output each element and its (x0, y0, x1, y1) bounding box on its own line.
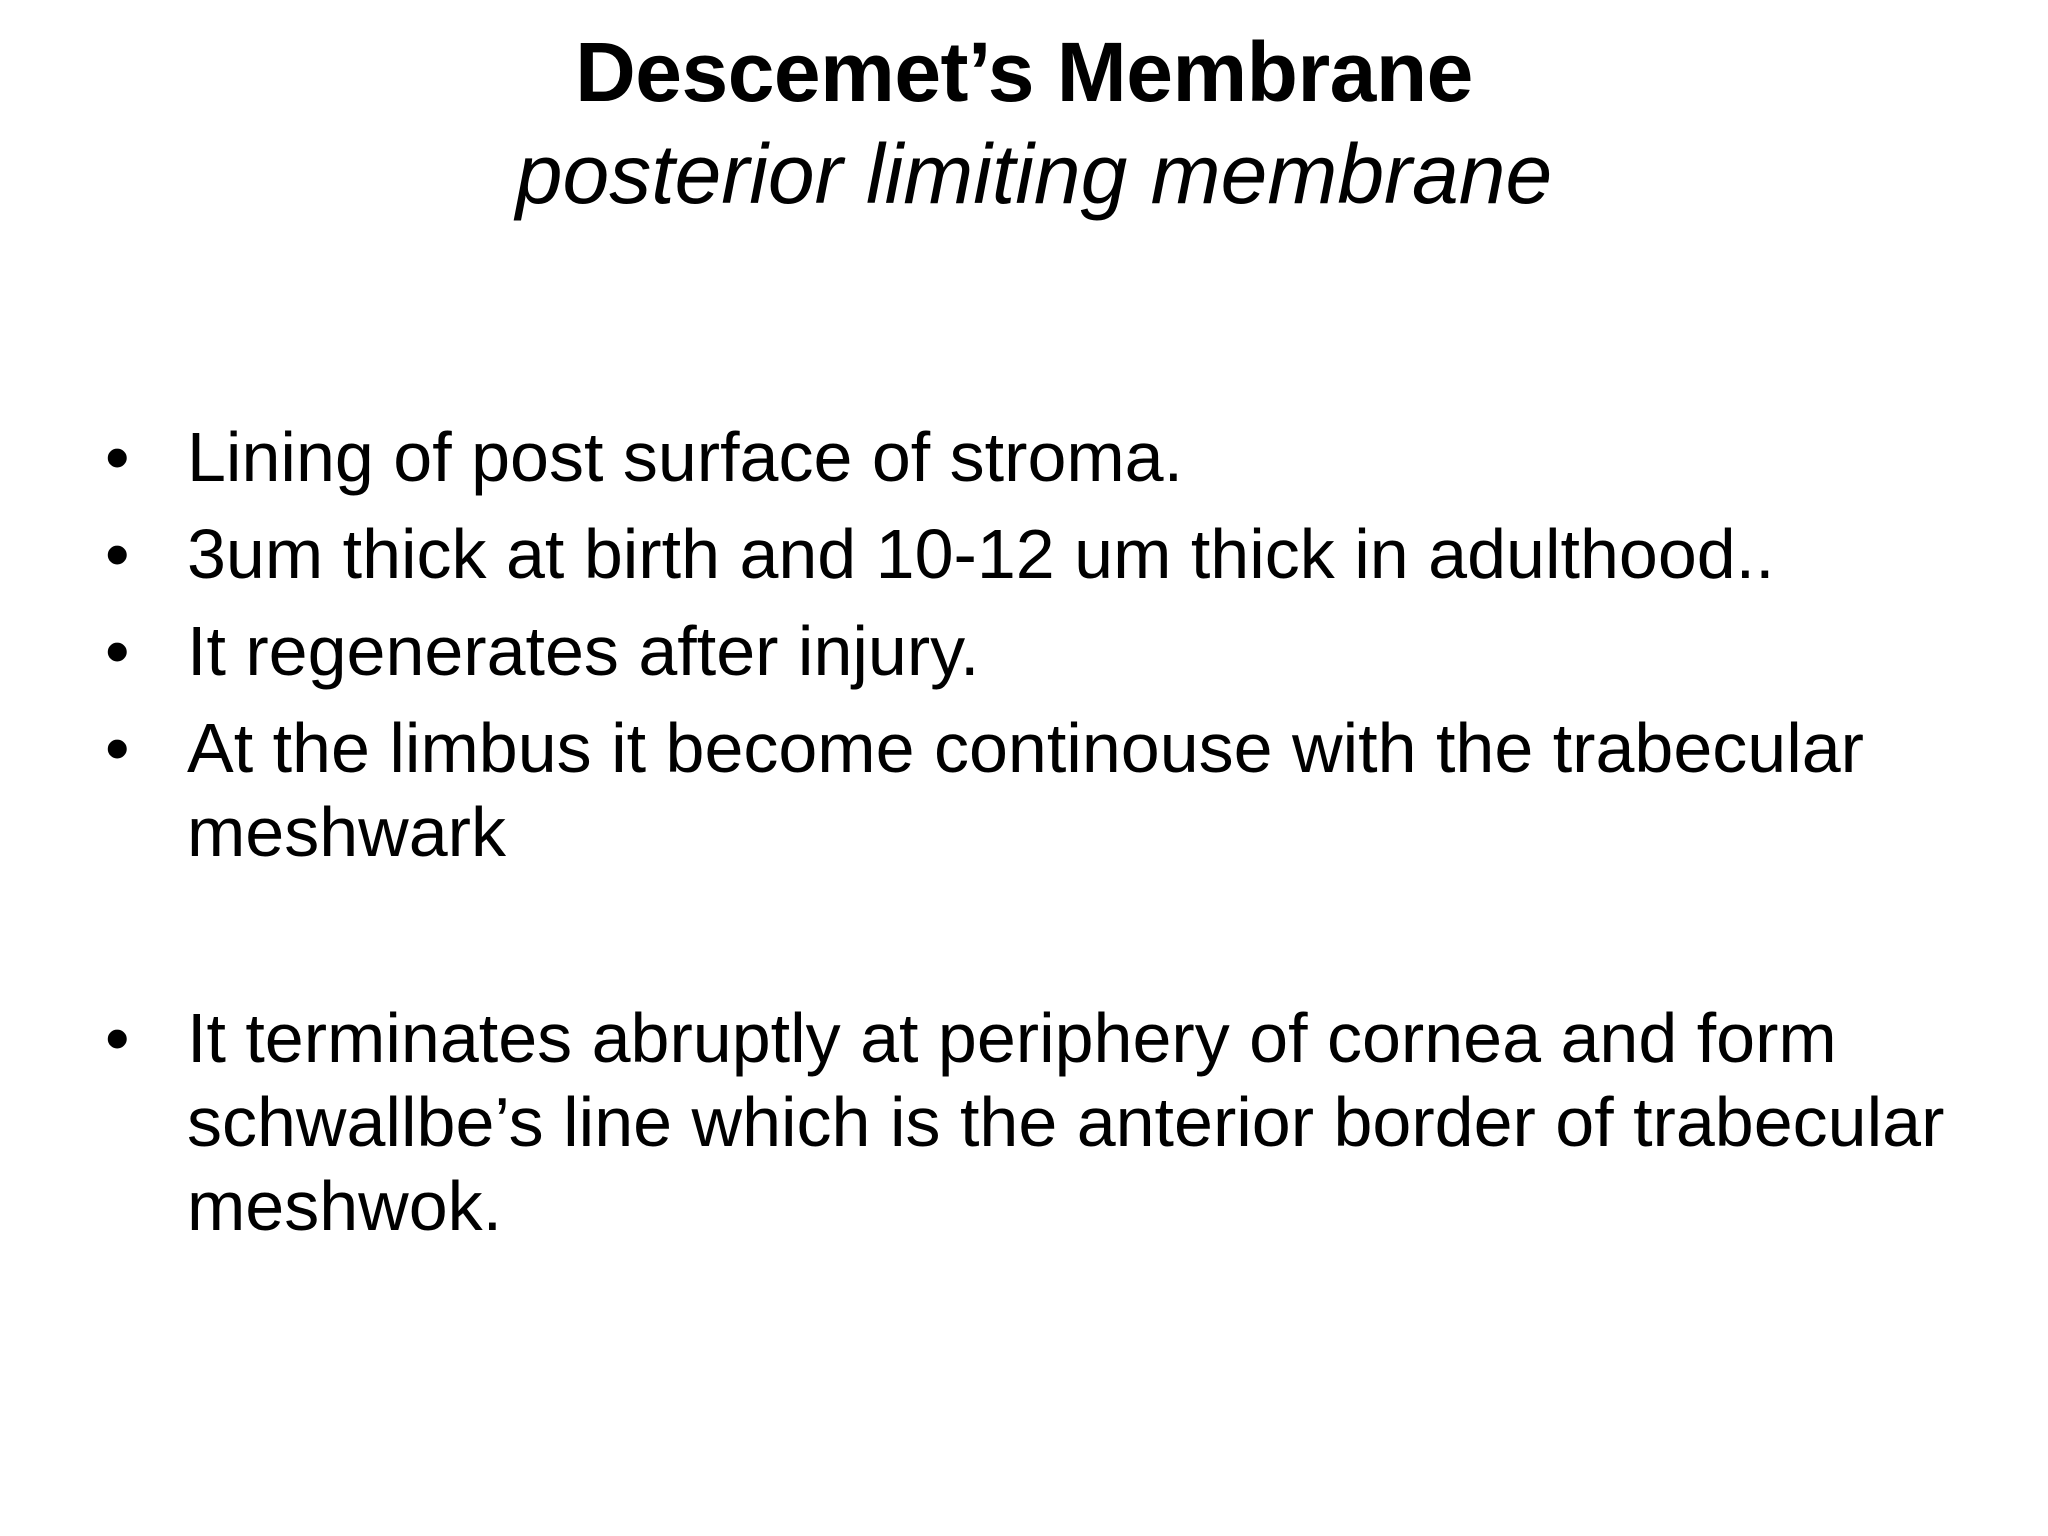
bullet-item (105, 512, 2005, 596)
bullet-icon: • (105, 999, 130, 1077)
bullet-text: Lining of post surface of stroma. (187, 418, 1184, 496)
bullet-text: 3um thick at birth and 10-12 um thick in adulthood.. (187, 515, 1775, 593)
slide-subtitle: posterior limiting membrane (515, 127, 1553, 221)
bullet-icon: • (105, 418, 130, 496)
slide-title: Descemet’s Membrane (575, 25, 1473, 119)
bullet-item (105, 415, 2005, 499)
bullet-item (105, 996, 2005, 1248)
bullet-icon: • (105, 515, 130, 593)
bullet-icon: • (105, 612, 130, 690)
bullet-text: It regenerates after injury. (187, 612, 980, 690)
bullet-item (105, 706, 2005, 874)
bullet-item (105, 609, 2005, 693)
title-block (0, 22, 2048, 226)
bullet-list (105, 415, 2005, 1261)
bullet-text: At the limbus it become continouse with the trabecular meshwark (187, 709, 1864, 871)
bullet-text: It terminates abruptly at periphery of cornea and form schwallbe’s line which is the anterior border of trabecular meshwok. (187, 999, 1945, 1245)
bullet-icon: • (105, 709, 130, 787)
